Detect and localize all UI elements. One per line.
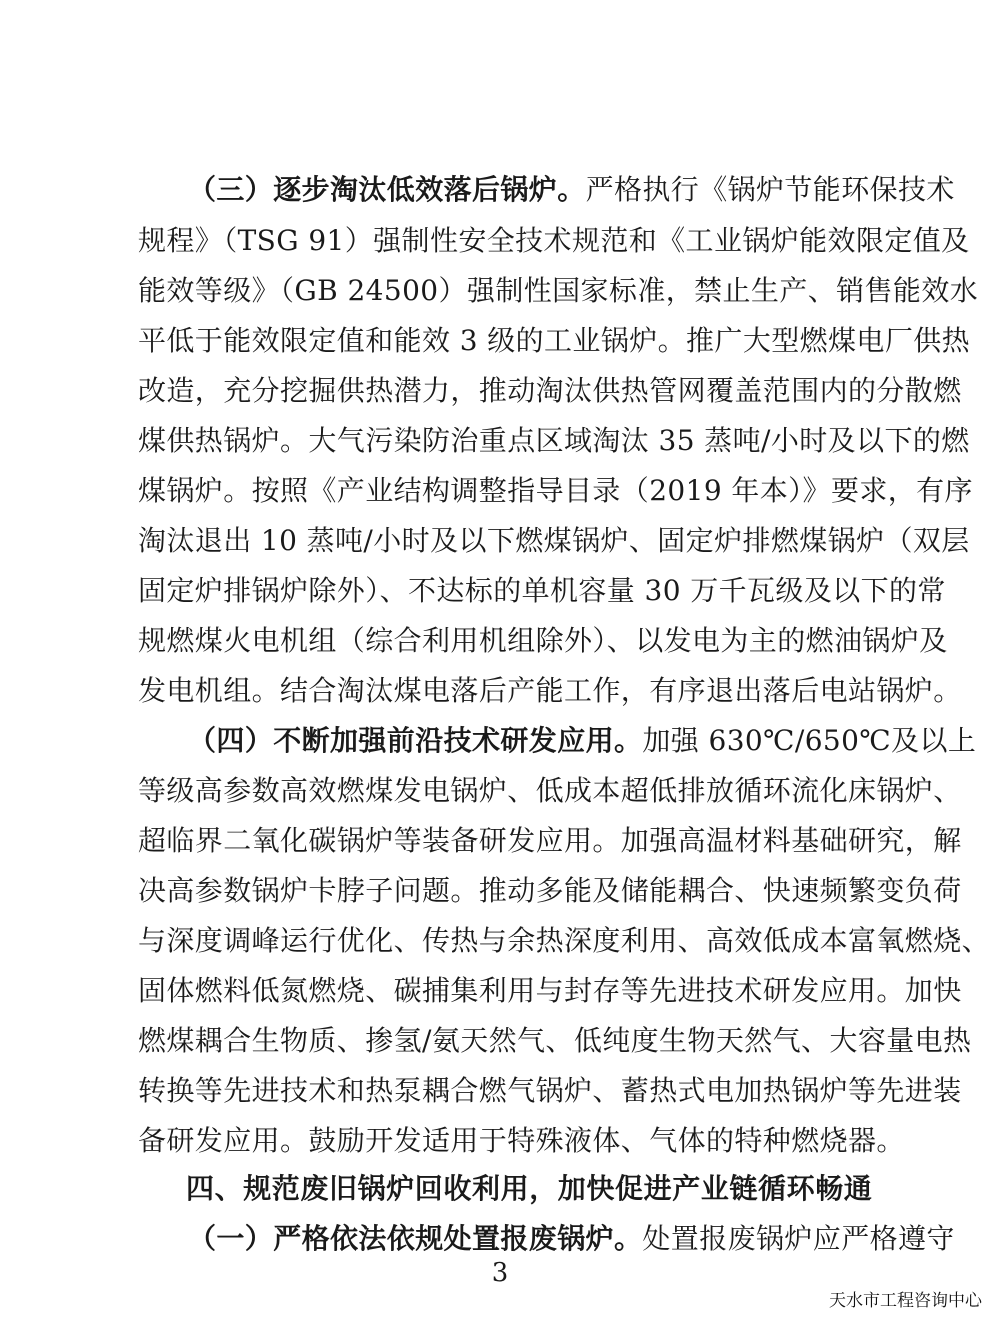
page-number: 3: [491, 1258, 509, 1288]
paragraph-line: 规程》（TSG 91）强制性安全技术规范和《工业锅炉能效限定值及: [138, 224, 970, 257]
paragraph-line: 规燃煤火电机组（综合利用机组除外）、以发电为主的燃油锅炉及: [138, 624, 948, 657]
paragraph-line: 固定炉排锅炉除外）、不达标的单机容量 30 万千瓦级及以下的常: [138, 574, 946, 607]
paragraph-lead: （三）逐步淘汰低效落后锅炉。: [188, 173, 586, 206]
paragraph-line: 平低于能效限定值和能效 3 级的工业锅炉。推广大型燃煤电厂供热: [138, 324, 971, 357]
paragraph-line: 燃煤耦合生物质、掺氢/氨天然气、低纯度生物天然气、大容量电热: [138, 1024, 972, 1057]
paragraph-line: [138, 718, 977, 764]
paragraph-lead: （一）严格依法依规处置报废锅炉。: [188, 1222, 643, 1255]
paragraph-line: 等级高参数高效燃煤发电锅炉、低成本超低排放循环流化床锅炉、: [138, 774, 962, 807]
paragraph-line: 转换等先进技术和热泵耦合燃气锅炉、蓄热式电加热锅炉等先进装: [138, 1074, 962, 1107]
paragraph-line: 与深度调峰运行优化、传热与余热深度利用、高效低成本富氧燃烧、: [138, 924, 991, 957]
paragraph-lead: （四）不断加强前沿技术研发应用。: [188, 724, 643, 757]
paragraph-line: 淘汰退出 10 蒸吨/小时及以下燃煤锅炉、固定炉排燃煤锅炉（双层: [138, 524, 970, 557]
paragraph-line: 煤供热锅炉。大气污染防治重点区域淘汰 35 蒸吨/小时及以下的燃: [138, 424, 970, 457]
paragraph-line: 能效等级》（GB 24500）强制性国家标准，禁止生产、销售能效水: [138, 274, 979, 307]
paragraph-line: 备研发应用。鼓励开发适用于特殊液体、气体的特种燃烧器。: [138, 1124, 905, 1157]
paragraph-line: 决高参数锅炉卡脖子问题。推动多能及储能耦合、快速频繁变负荷: [138, 874, 962, 907]
paragraph-line: 发电机组。结合淘汰煤电落后产能工作，有序退出落后电站锅炉。: [138, 674, 962, 707]
section-heading: 四、规范废旧锅炉回收利用，加快促进产业链循环畅通: [186, 1172, 873, 1205]
paragraph-text: 处置报废锅炉应严格遵守: [642, 1222, 955, 1255]
paragraph-line: 煤锅炉。按照《产业结构调整指导目录（2019 年本）》要求，有序: [138, 474, 973, 507]
paragraph-line: 改造，充分挖掘供热潜力，推动淘汰供热管网覆盖范围内的分散燃: [138, 374, 962, 407]
paragraph-line: [138, 167, 955, 213]
paragraph-text: 严格执行《锅炉节能环保技术: [585, 173, 955, 206]
watermark-text: 天水市工程咨询中心: [829, 1291, 982, 1311]
paragraph-text: 加强 630℃/650℃及以上: [642, 724, 977, 757]
paragraph-line: 固体燃料低氮燃烧、碳捕集利用与封存等先进技术研发应用。加快: [138, 974, 962, 1007]
paragraph-line: 超临界二氧化碳锅炉等装备研发应用。加强高温材料基础研究，解: [138, 824, 962, 857]
